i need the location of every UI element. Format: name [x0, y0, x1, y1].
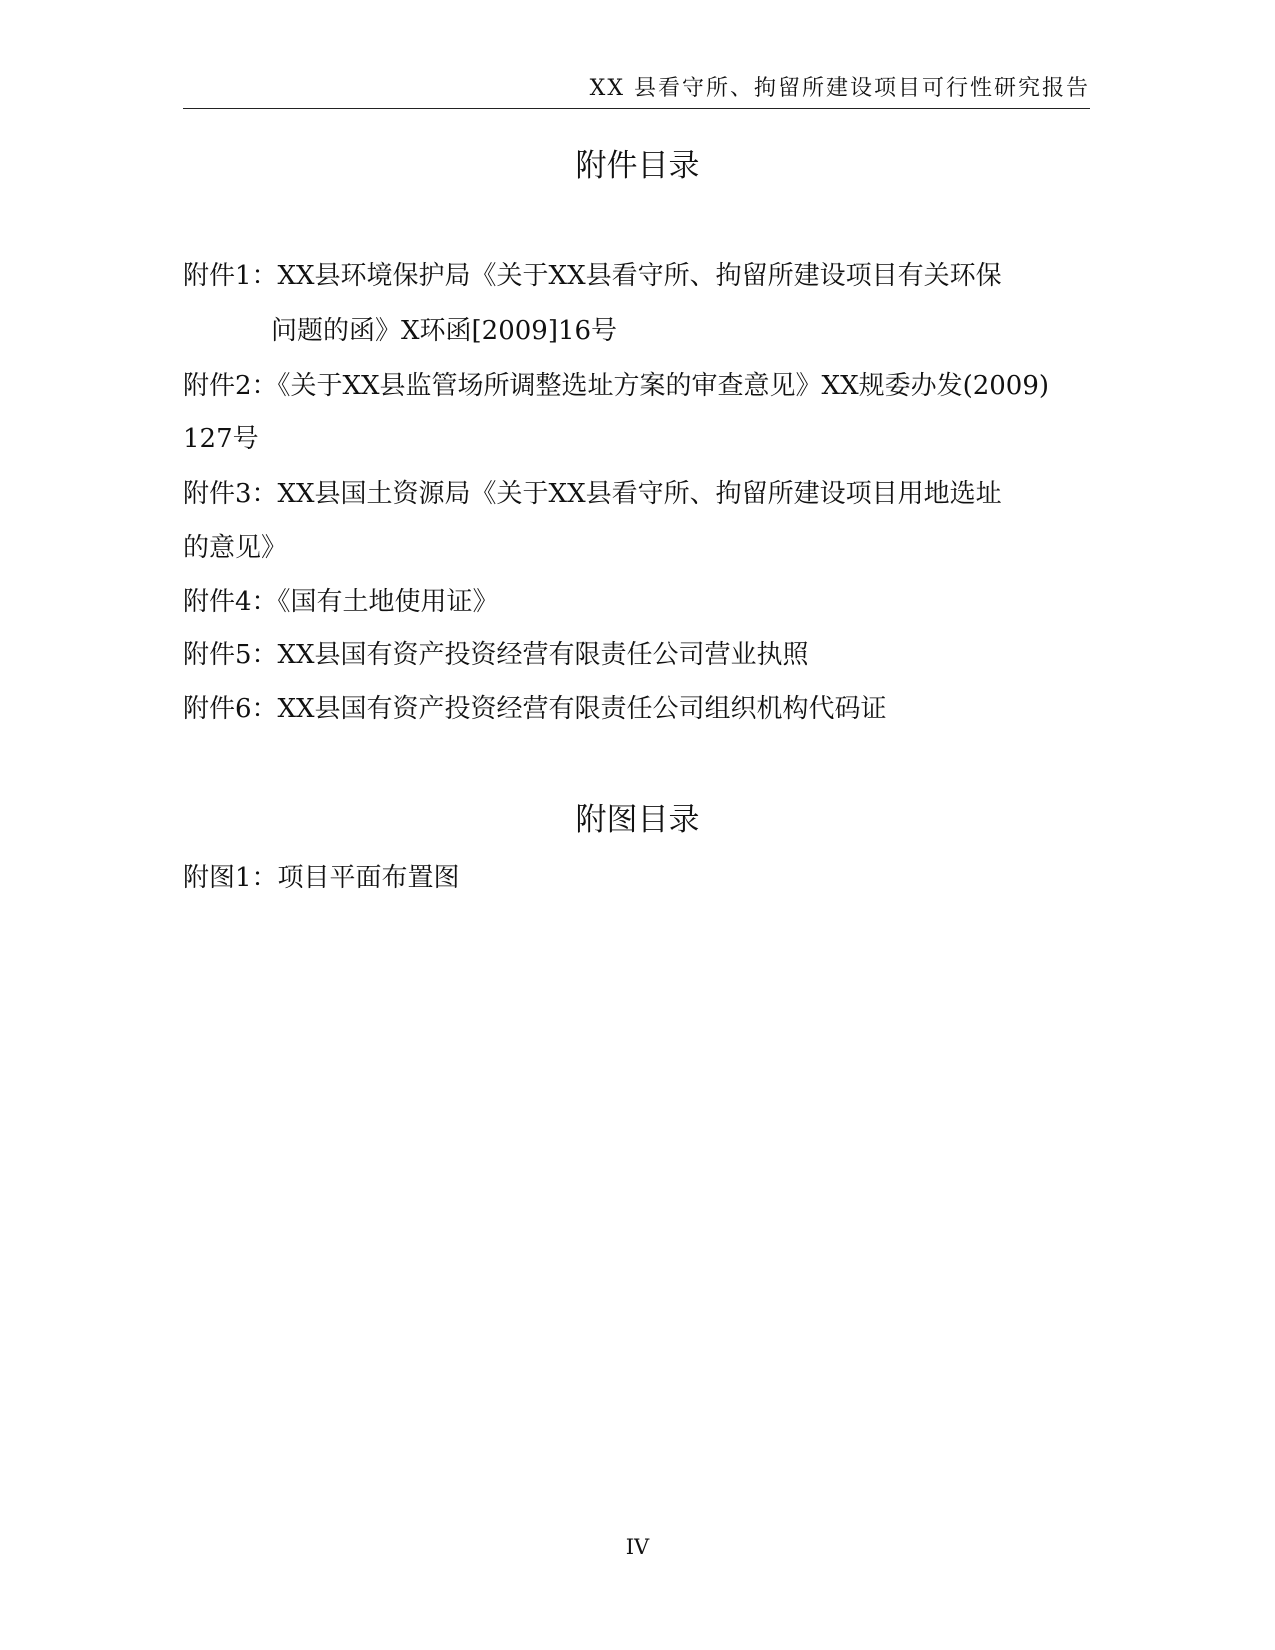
header-rule	[183, 108, 1090, 109]
attachment-6: 附件6：XX县国有资产投资经营有限责任公司组织机构代码证	[183, 694, 887, 724]
attachment-5: 附件5：XX县国有资产投资经营有限责任公司营业执照	[183, 640, 809, 670]
attachment-2-line-1: 附件2：《关于XX县监管场所调整选址方案的审查意见》XX规委办发(2009)	[183, 371, 1050, 401]
running-header: XX 县看守所、拘留所建设项目可行性研究报告	[589, 76, 1090, 101]
figure-1: 附图1：项目平面布置图	[183, 863, 460, 893]
attachments-title: 附件目录	[575, 148, 700, 184]
attachment-1-line-1: 附件1：XX县环境保护局《关于XX县看守所、拘留所建设项目有关环保	[183, 261, 1002, 291]
attachment-3-line-2: 的意见》	[183, 533, 288, 563]
attachment-3-line-1: 附件3：XX县国土资源局《关于XX县看守所、拘留所建设项目用地选址	[183, 479, 1002, 509]
attachment-2-line-2: 127号	[183, 424, 259, 454]
attachment-1-line-2: 问题的函》X环函[2009]16号	[271, 316, 618, 346]
attachment-4: 附件4：《国有土地使用证》	[183, 587, 499, 617]
page-number: IV	[625, 1535, 650, 1559]
figures-title: 附图目录	[575, 802, 700, 838]
